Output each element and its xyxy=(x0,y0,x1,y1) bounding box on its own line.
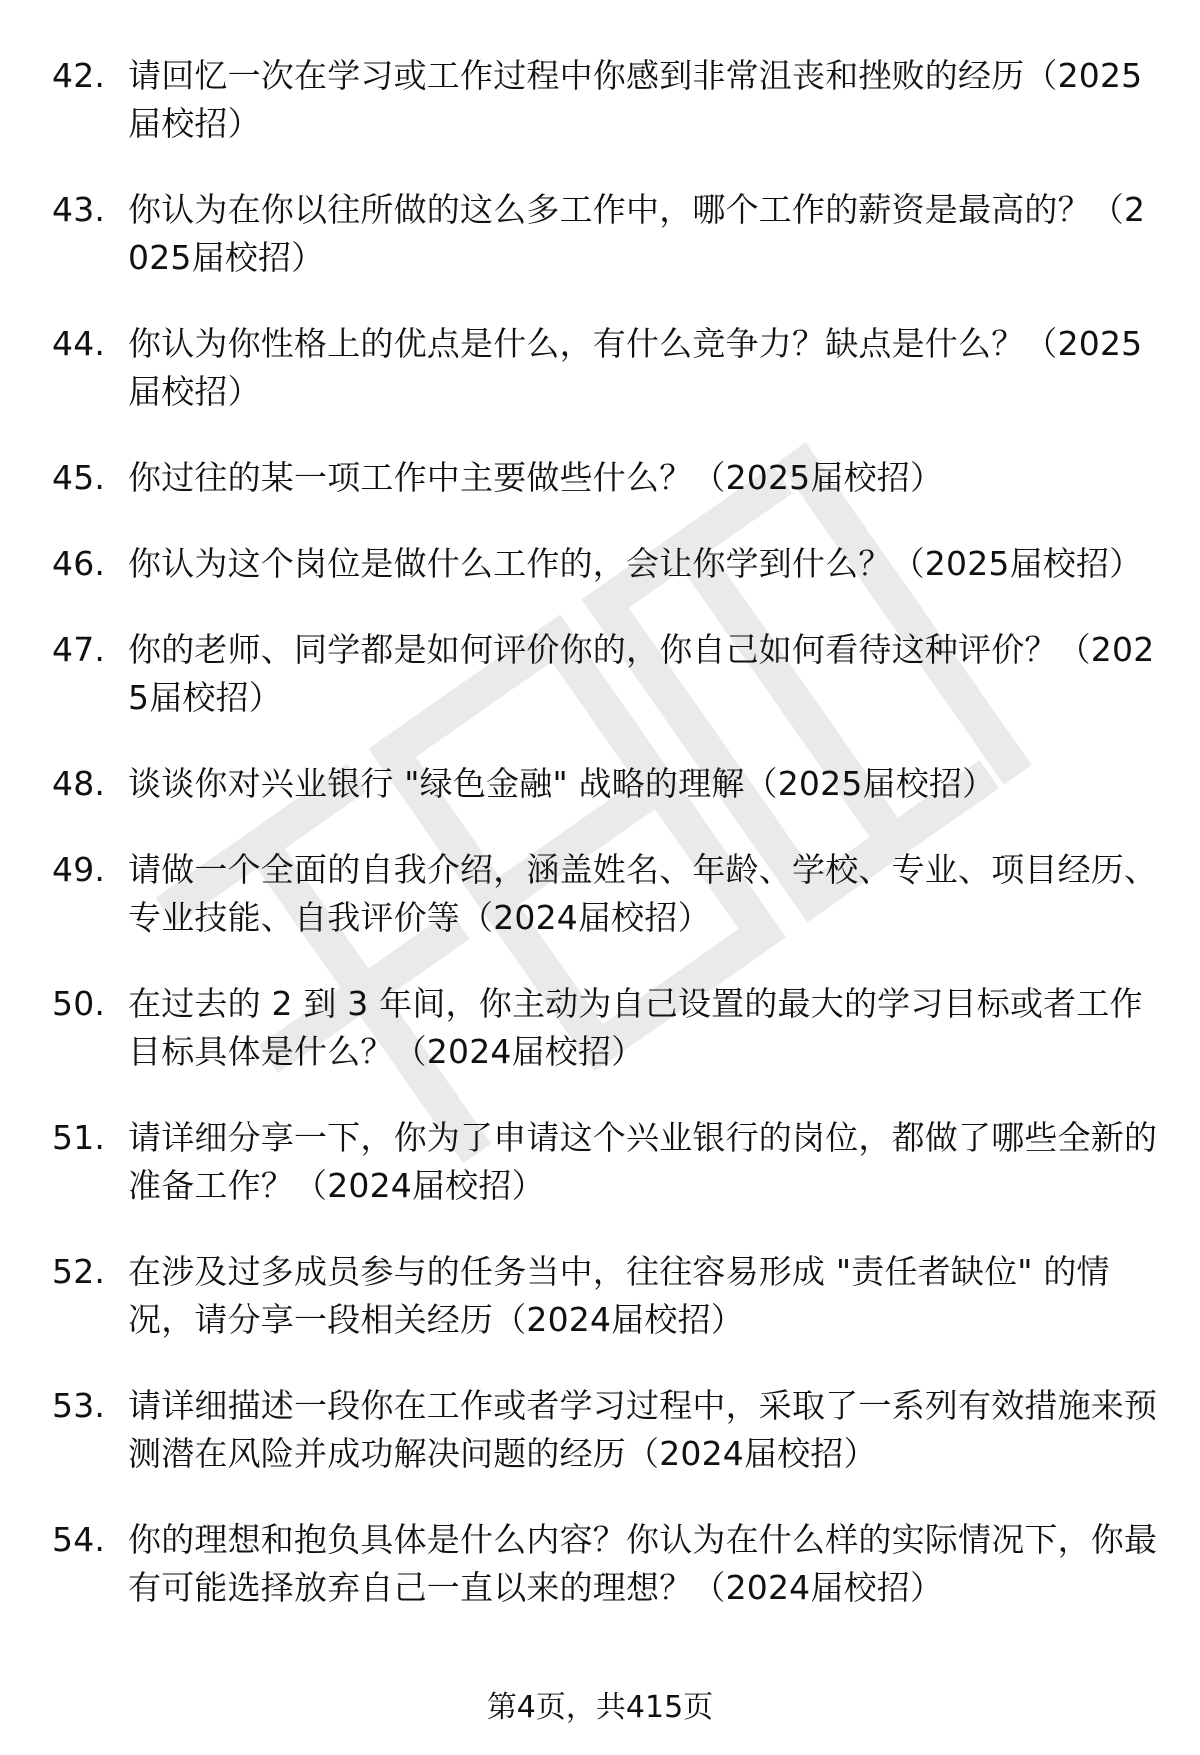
question-text: 请做一个全面的自我介绍，涵盖姓名、年龄、学校、专业、项目经历、专业技能、自我评价等（2024届校招） xyxy=(128,850,1158,937)
question-number: 50. xyxy=(52,984,106,1023)
question-number: 47. xyxy=(52,630,106,669)
question-item xyxy=(52,540,1162,588)
question-text: 在涉及过多成员参与的任务当中，往往容易形成 "责任者缺位" 的情况，请分享一段相关经历（2024届校招） xyxy=(128,1252,1110,1339)
question-text: 你的老师、同学都是如何评价你的，你自己如何看待这种评价？（2025届校招） xyxy=(128,630,1155,717)
question-item xyxy=(52,846,1162,942)
question-item xyxy=(52,454,1162,502)
question-text: 你的理想和抱负具体是什么内容？你认为在什么样的实际情况下，你最有可能选择放弃自己一直以来的理想？（2024届校招） xyxy=(128,1520,1158,1607)
page-number-label: 第4页，共415页 xyxy=(486,1690,714,1725)
question-item xyxy=(52,52,1162,148)
question-list xyxy=(52,52,1162,1650)
question-text: 你认为你性格上的优点是什么，有什么竞争力？缺点是什么？（2025届校招） xyxy=(128,324,1143,411)
question-item xyxy=(52,1114,1162,1210)
question-number: 49. xyxy=(52,850,106,889)
question-item xyxy=(52,1248,1162,1344)
question-text: 在过去的 2 到 3 年间，你主动为自己设置的最大的学习目标或者工作目标具体是什么？（2024届校招） xyxy=(128,984,1143,1071)
question-number: 51. xyxy=(52,1118,106,1157)
question-text: 请详细描述一段你在工作或者学习过程中，采取了一系列有效措施来预测潜在风险并成功解决问题的经历（2024届校招） xyxy=(128,1386,1158,1473)
question-item xyxy=(52,320,1162,416)
question-text: 请详细分享一下，你为了申请这个兴业银行的岗位，都做了哪些全新的准备工作？（2024届校招） xyxy=(128,1118,1158,1205)
question-number: 53. xyxy=(52,1386,106,1425)
question-text: 你认为这个岗位是做什么工作的，会让你学到什么？（2025届校招） xyxy=(128,544,1143,583)
question-item xyxy=(52,1382,1162,1478)
question-text: 你认为在你以往所做的这么多工作中，哪个工作的薪资是最高的？（2025届校招） xyxy=(128,190,1146,277)
question-item xyxy=(52,626,1162,722)
question-number: 44. xyxy=(52,324,106,363)
question-number: 42. xyxy=(52,56,106,95)
question-item xyxy=(52,186,1162,282)
question-item xyxy=(52,1516,1162,1612)
question-number: 46. xyxy=(52,544,106,583)
question-number: 54. xyxy=(52,1520,106,1559)
page-footer xyxy=(0,1688,1200,1728)
question-number: 45. xyxy=(52,458,106,497)
question-text: 谈谈你对兴业银行 "绿色金融" 战略的理解（2025届校招） xyxy=(128,764,996,803)
question-number: 52. xyxy=(52,1252,106,1291)
question-item xyxy=(52,980,1162,1076)
question-number: 43. xyxy=(52,190,106,229)
question-number: 48. xyxy=(52,764,106,803)
question-text: 你过往的某一项工作中主要做些什么？（2025届校招） xyxy=(128,458,944,497)
question-text: 请回忆一次在学习或工作过程中你感到非常沮丧和挫败的经历（2025届校招） xyxy=(128,56,1143,143)
question-item xyxy=(52,760,1162,808)
